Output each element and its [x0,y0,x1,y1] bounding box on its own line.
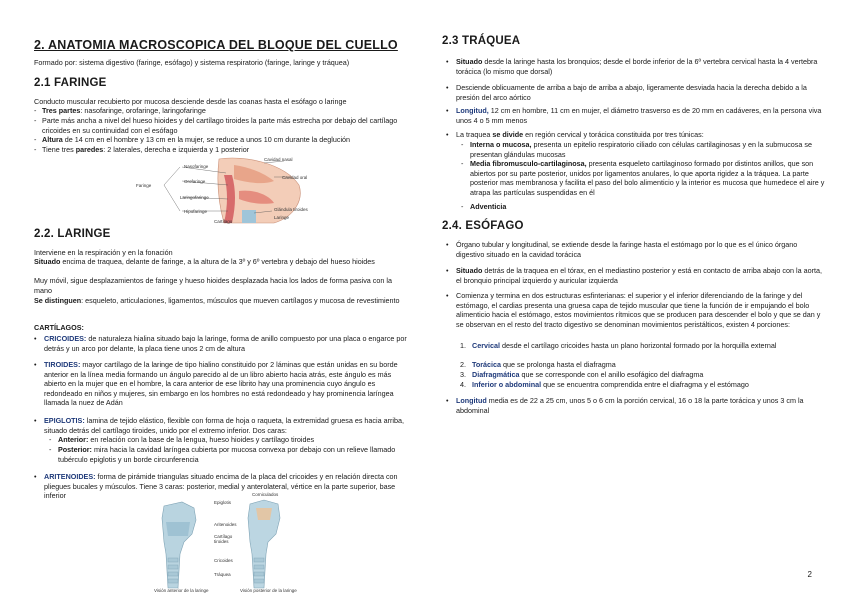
larynx-label: Tráquea [214,572,231,577]
esofago-item: • Longitud media es de 22 a 25 cm, unos 5 o 6 cm la porción cervical, 16 o 18 la parte torácica y unos 3 cm la abdominal [446,396,822,415]
faringe-heading: 2.1 FARINGE [34,77,107,89]
pharynx-label: Laringofaringe [180,195,209,200]
pharynx-label: Faringe [136,183,152,188]
porcion-item: 3. Diafragmática que se corresponde con el anillo esofágico del diafragma [460,370,704,379]
cartilage-item: • TIROIDES: mayor cartílago de la laringe de tipo hialino constituido por 2 láminas que están unidas en su borde anterior en la línea media formando un ángulo parecido al de un libro abierto hacia atrás, este ángulo es más abierto en la mujer que en el hombre, la cara anterior de ese librito hay una prominencia cuyo ángulo es redondeado en niños y mujeres, sin embargo en los hombres no está redondeado y hay prominencia laríngea llamada la nuez de Adán [34,360,410,408]
pharynx-label: Cartílago [214,219,233,224]
cartilagos-heading: CARTÍLAGOS: [34,323,84,332]
pharynx-label: Cavidad oral [282,175,308,180]
porcion-item: 2. Torácica que se prolonga hasta el diafragma [460,360,616,369]
pharynx-label: Laringe [274,215,290,220]
larynx-figure [152,492,302,596]
larynx-caption: Visión posterior de la laringe [240,588,297,593]
faringe-desc: Conducto muscular recubierto por mucosa desciende desde las coanas hasta el esófago o laringe [34,97,347,106]
faringe-item: - Tres partes: nasofaringe, orofaringe, laringofaringe [34,106,408,116]
cartilage-item: • CRICOIDES: de naturaleza hialina situado bajo la laringe, forma de anillo compuesto por una placa o engarce por detrás y un arco por delante, la placa tiene unos 2 cm de altura [34,334,410,353]
esofago-item: • Órgano tubular y longitudinal, se extiende desde la faringe hasta el estómago por lo que es el único órgano digestivo situado en la cavidad torácica [446,240,822,259]
esofago-heading: 2.4. ESÓFAGO [442,220,524,232]
laringe-text: Muy móvil, sigue desplazamientos de faringe y hueso hioides desplazada hacia los lados de forma pasiva con la mano [34,276,392,295]
cartilage-item: • EPIGLOTIS: lamina de tejido elástico, flexible con forma de hoja o raqueta, la extremidad gruesa es hacia arriba, situado detrás del cartílago tiroides, unido por el extremo inferior. Dos caras: [34,416,410,435]
laringe-text: Situado encima de traquea, delante de faringe, a la altura de la 3º y 6º vertebra y debajo del hueso hioides [34,257,375,266]
esofago-item: • Comienza y termina en dos estructuras esfinterianas: el superior y el inferior diferenciando de la faringe y del estómago, el cardias presenta una gruesa capa de tejido muscular que tiene la función de ir empujando el bolo alimenticio hacia el estómago, estos movimientos rítmicos que se producen para descender el bolo y que se dan y se observan en el resto del tracto digestivo se denominan movimientos peristálticos, existen 4 porciones: [446,291,822,329]
larynx-illustration [152,498,302,596]
larynx-label: Corniculados [252,492,279,497]
cartilage-subitem: - Anterior: en relación con la base de la lengua, hueso hioides y cartílago tiroides [40,435,418,445]
larynx-label: Epiglotis [214,500,232,505]
larynx-caption: Visión anterior de la laringe [154,588,209,593]
tunica-item: - Interna o mucosa, presenta un epitelio respiratorio ciliado con células cartilaginosas y en la submucosa se presentan glándulas mucosas [452,140,830,159]
pharynx-label: Glándula tiroides [274,207,308,212]
pharynx-figure [124,155,314,225]
cartilage-subitem: - Posterior: mira hacia la cavidad laríngea cubierta por mucosa convexa por debajo con un relieve llamado tubérculo epiglotis y un borde circunferencia [40,445,418,464]
traquea-heading: 2.3 TRÁQUEA [442,35,521,47]
traquea-item: • La traquea se divide en región cervical y torácica constituida por tres túnicas: [446,130,822,140]
porcion-item: 4. Inferior o abdominal que se encuentra comprendida entre el diafragma y el estómago [460,380,749,389]
page-title: 2. ANATOMIA MACROSCOPICA DEL BLOQUE DEL CUELLO [34,38,398,52]
porcion-item: 1. Cervical desde el cartílago cricoides hasta un plano horizontal formado por la horquilla external [460,341,777,350]
faringe-item: - Parte más ancha a nivel del hueso hioides y del cartílago tiroides la parte más estrecha por debajo del cartílago cricoides en su continuidad con el esófago [34,116,408,135]
laringe-text: Interviene en la respiración y en la fonación [34,248,173,257]
traquea-item: • Desciende oblicuamente de arriba a bajo de arriba a abajo, ligeramente desviada hacia la derecha debido a la presión del arco aórtico [446,83,822,102]
esofago-item: • Situado detrás de la traquea en el tórax, en el mediastino posterior y está en contacto de arriba abajo con la aorta, el bronquio principal izquierdo y auricular izquierda [446,266,822,285]
pharynx-label: Nasofaringe [184,164,209,169]
pharynx-label: Cavidad nasal [264,157,293,162]
page-number: 2 [807,570,812,579]
laringe-heading: 2.2. LARINGE [34,228,111,240]
larynx-label: Cricoides [214,558,233,563]
tunica-item: - Adventicia [452,202,830,212]
faringe-item: - Tiene tres paredes: 2 laterales, derecha e izquierda y 1 posterior [34,145,408,155]
pharynx-label: Orofaringe [184,179,206,184]
faringe-item: - Altura de 14 cm en el hombre y 13 cm en la mujer, se reduce a unos 10 cm durante la deglución [34,135,408,145]
laringe-text: Se distinguen: esqueleto, articulaciones, ligamentos, músculos que mueven cartílagos y mucosa de revestimiento [34,296,400,305]
traquea-item: • Situado desde la laringe hasta los bronquios; desde el borde inferior de la 6º vertebra cervical hasta la 4 vertebra torácica (lo mismo que dorsal) [446,57,822,76]
pharynx-label: Hipofaringe [184,209,208,214]
tunica-item: - Media fibromusculo-cartilaginosa, presenta esqueleto cartilaginoso formado por distintos anillos, que son abiertos por su parte posterior, unidos por ligamentos anulares, lo que aporta rigidez a la tráquea. La parte posterior mas membranosa y facilita el paso del bolo alimenticio y la interior es mucosa que humedece el aire y atrapa las partículas suspendidas en él [452,159,830,197]
traquea-item: • Longitud, 12 cm en hombre, 11 cm en mujer, el diámetro trasverso es de 20 mm en cadáveres, en la persona viva unos 4 o 5 mm menos [446,106,822,125]
larynx-label: Cartílago tiroides [214,534,233,544]
larynx-label: Aritenoides [214,522,237,527]
cartilage-item: • ARITENOIDES: forma de pirámide triangulas situado encima de la placa del cricoides y en relación directa con pliegues bucales y músculos. Tiene 3 caras: posterior, medial y anterolateral, vértice en la parte superior, base inferior [34,472,410,501]
intro-text: Formado por: sistema digestivo (faringe, esófago) y sistema respiratorio (faringe, laringe y tráquea) [34,58,350,67]
